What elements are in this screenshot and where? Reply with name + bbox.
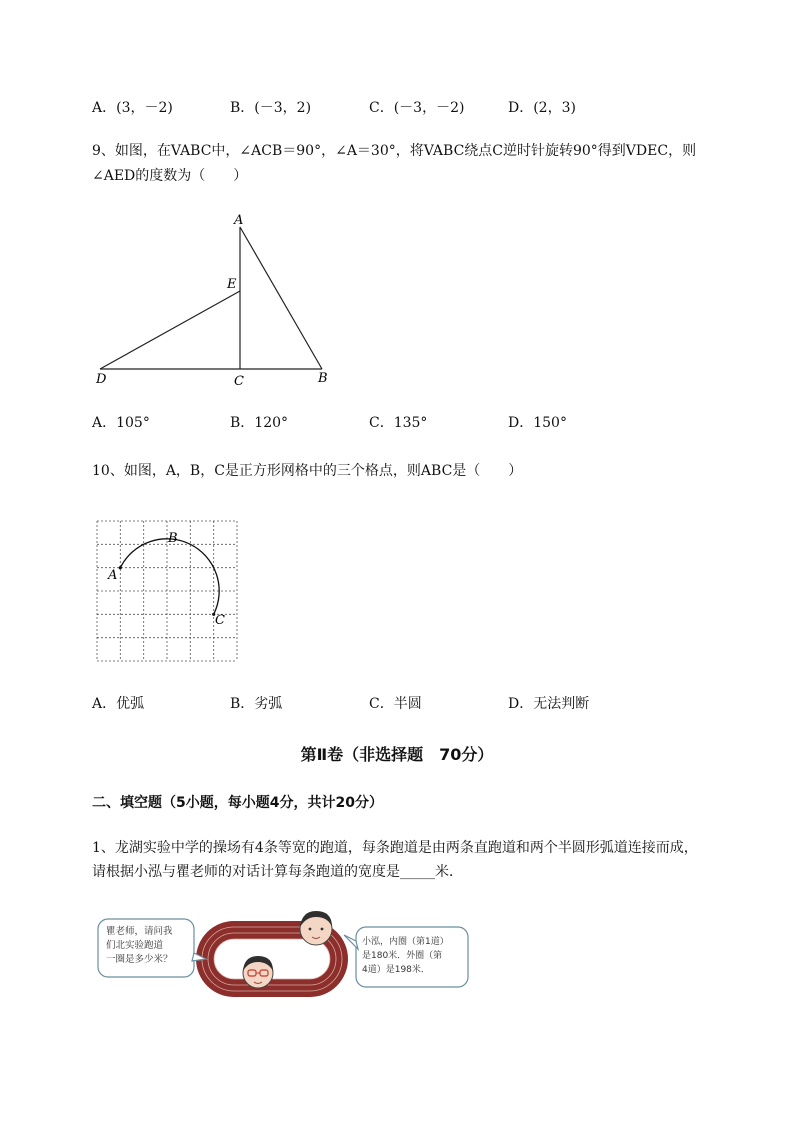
q10-option-a: A．优弧 [92,696,145,712]
label-a: A [234,213,244,228]
right-bubble-text [362,935,466,977]
label-b: B [318,371,328,386]
q10-grid-figure [96,520,240,664]
right-bubble-line: 是180米．外圈（第 [362,951,443,961]
q1-illustration [94,905,474,997]
arc-abc [120,539,219,614]
label-c: C [215,613,225,628]
q10-option-d: D．无法判断 [508,696,590,712]
q8-option-c: C．(－3，－2) [369,100,465,116]
label-e: E [227,277,237,292]
left-bubble-line: 们北实验跑道 [106,940,164,951]
q10-option-b: B．劣弧 [230,696,283,712]
q8-option-a: A．(3，－2) [92,100,173,116]
left-bubble-text [106,925,190,967]
label-b: B [168,531,178,546]
q9-option-c: C．135° [369,415,428,431]
q9-question-line2: ∠AED的度数为（ ） [92,168,248,184]
point-a [119,566,122,569]
part2-title: 第Ⅱ卷（非选择题 70分） [300,745,494,764]
section2-heading: 二、填空题（5小题，每小题4分，共计20分） [92,795,383,811]
q9-question-line1: 9、如图，在VABC中，∠ACB＝90°，∠A＝30°，将VABC绕点C逆时针旋转90°得到VDEC，则 [92,143,697,159]
segment-ab [240,227,322,369]
grid [97,521,237,661]
q9-triangle-figure [80,205,350,395]
q10-question: 10、如图，A，B，C是正方形网格中的三个格点，则ABC是（ ） [92,463,523,479]
q9-option-d: D．150° [508,415,567,431]
student-avatar [243,956,273,988]
right-bubble-line: 4道）是198米． [362,965,430,975]
label-d: D [96,372,107,387]
right-bubble-line: 小泓，内圈（第1道） [362,937,449,947]
q9-option-b: B．120° [230,415,289,431]
label-c: C [234,374,244,389]
left-bubble-line: 瞿老师，请问我 [106,926,173,937]
q9-option-a: A．105° [92,415,150,431]
q10-option-c: C．半圆 [369,696,422,712]
label-a: A [108,568,118,583]
segment-de [100,291,240,369]
q1-question-line1: 1、龙湖实验中学的操场有4条等宽的跑道，每条跑道是由两条直跑道和两个半圆形弧道连接而成， [92,840,698,856]
q8-option-d: D．(2，3) [508,100,576,116]
q8-option-b: B．(－3，2) [230,100,312,116]
left-bubble-line: 一圈是多少米？ [106,954,173,965]
q1-question-line2: 请根据小泓与瞿老师的对话计算每条跑道的宽度是_____米． [92,864,463,880]
teacher-avatar [300,911,332,945]
